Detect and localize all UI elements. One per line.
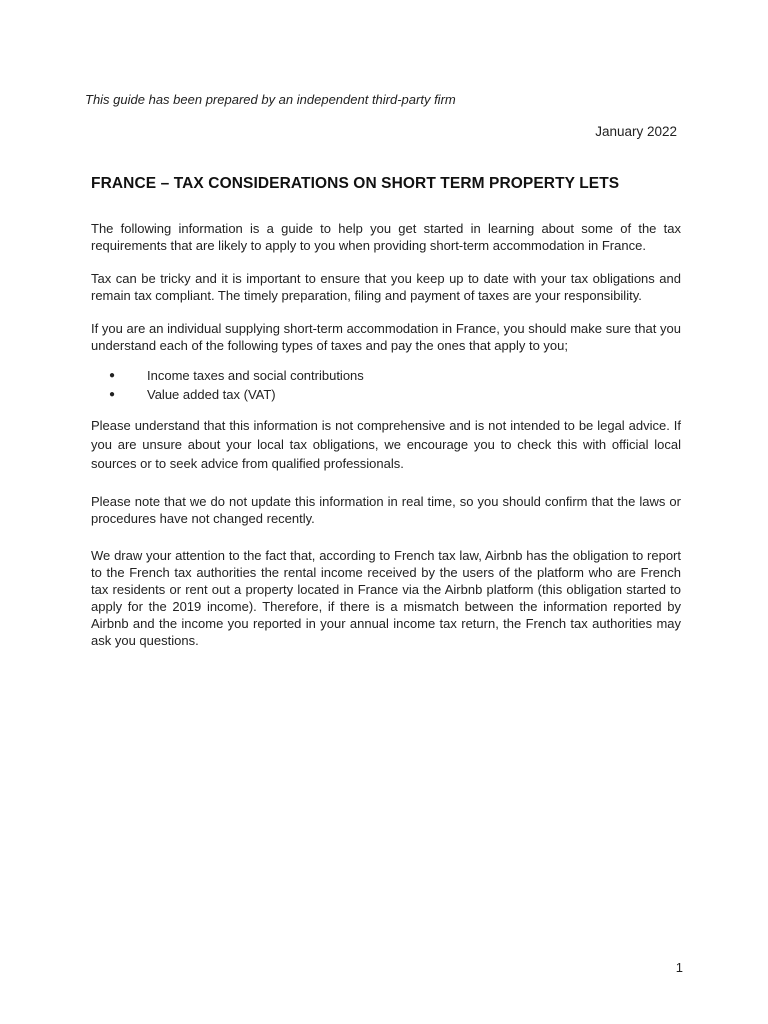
document-body bbox=[91, 220, 681, 665]
bullet-icon: ● bbox=[109, 370, 116, 381]
prepared-by-note: This guide has been prepared by an independent third-party firm bbox=[85, 92, 456, 107]
paragraph-tax-tricky: Tax can be tricky and it is important to ensure that you keep up to date with your tax obligations and remain tax compliant. The timely preparation, filing and payment of taxes are your responsibility. bbox=[91, 271, 681, 303]
list-item bbox=[91, 366, 681, 385]
page-number: 1 bbox=[675, 960, 683, 975]
paragraph-attention: We draw your attention to the fact that, according to French tax law, Airbnb has the obligation to report to the French tax authorities the rental income received by the users of the platform who are French tax residents or rent out a property located in France via the Airbnb platform (this obligation started to apply for the 2019 income). Therefore, if there is a mismatch between the information reported by Airbnb and the income you reported in your annual income tax return, the French tax authorities may ask you questions. bbox=[91, 548, 681, 648]
page-title: FRANCE – TAX CONSIDERATIONS ON SHORT TERM PROPERTY LETS bbox=[91, 175, 620, 192]
paragraph-individual: If you are an individual supplying short-term accommodation in France, you should make sure that you understand each of the following types of taxes and pay the ones that apply to you; bbox=[91, 321, 681, 353]
list-item bbox=[91, 385, 681, 404]
list-item-label: Value added tax (VAT) bbox=[147, 387, 276, 402]
bullet-icon: ● bbox=[109, 389, 116, 400]
tax-types-list bbox=[91, 366, 681, 404]
paragraph-intro: The following information is a guide to help you get started in learning about some of the tax requirements that are likely to apply to you when providing short-term accommodation in France. bbox=[91, 221, 681, 253]
list-item-label: Income taxes and social contributions bbox=[147, 368, 364, 383]
paragraph-advice: Please understand that this information is not comprehensive and is not intended to be legal advice. If you are unsure about your local tax obligations, we encourage you to check this with official local sources or to seek advice from qualified professionals. bbox=[91, 418, 681, 471]
paragraph-update: Please note that we do not update this information in real time, so you should confirm that the laws or procedures have not changed recently. bbox=[91, 494, 681, 526]
document-date: January 2022 bbox=[595, 124, 677, 139]
